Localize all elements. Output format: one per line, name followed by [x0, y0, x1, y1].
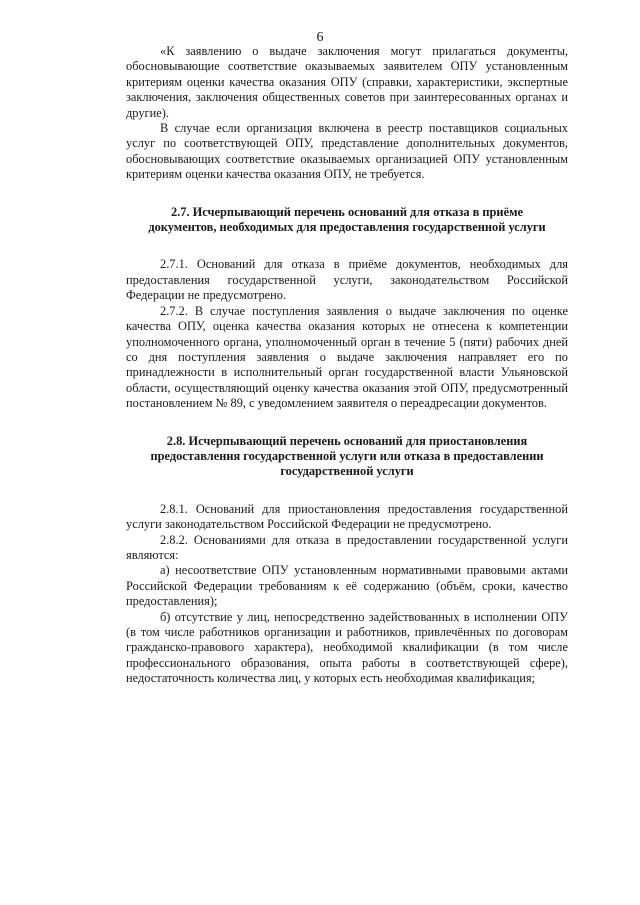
- page-content: [126, 44, 568, 687]
- paragraph-2-8-1: 2.8.1. Оснований для приостановления предоставления государственной услуги законодательством Российской Федерации не предусмотрено.: [126, 501, 568, 532]
- page-number: 6: [316, 30, 324, 45]
- section-heading-2-7: 2.7. Исчерпывающий перечень оснований для отказа в приёме документов, необходимых для предоставления государственной услуги: [148, 204, 546, 235]
- section-heading-2-8: 2.8. Исчерпывающий перечень оснований для приостановления предоставления государственной услуги или отказа в предоставлении государственной услуги: [150, 433, 544, 479]
- paragraph-registry-exemption: В случае если организация включена в реестр поставщиков социальных услуг по соответствующей ОПУ, представление дополнительных документов, обосновывающих соответствие оказываемых организацией ОПУ установленным критериям оценки качества оказания ОПУ, не требуется.: [126, 121, 568, 182]
- paragraph-2-7-1: 2.7.1. Оснований для отказа в приёме документов, необходимых для предоставления государственной услуги, законодательством Российской Федерации не предусмотрено.: [126, 257, 568, 303]
- paragraph-2-7-2: 2.7.2. В случае поступления заявления о выдаче заключения по оценке качества ОПУ, оценка качества оказания которых не отнесена к компетенции уполномоченного органа, уполномоченный орган в течение 5 (пяти) рабочих дней со дня поступления заявления о выдаче заключения направляет его по принадлежности в исполнительный орган государственной власти Ульяновской области, осуществляющий оценку качества оказания этой ОПУ, предусмотренный постановлением № 89, с уведомлением заявителя о переадресации документов.: [126, 303, 568, 411]
- list-item-b: б) отсутствие у лиц, непосредственно задействованных в исполнении ОПУ (в том числе работников организации и работников, привлечённых по договорам гражданско-правового характера), необходимой квалификации (в том числе профессионального образования, опыта работы в соответствующей сфере), недостаточность количества лиц, у которых есть необходимая квалификация;: [126, 609, 568, 686]
- list-item-a: а) несоответствие ОПУ установленным нормативными правовыми актами Российской Федерации требованиям к её содержанию (объём, сроки, качество предоставления);: [126, 563, 568, 609]
- paragraph-attachments: «К заявлению о выдаче заключения могут прилагаться документы, обосновывающие соответствие оказываемых заявителем ОПУ установленным критериям оценки качества оказания ОПУ (справки, характеристики, экспертные заключения, заключения общественных советов при заинтересованных органах и другие).: [126, 44, 568, 120]
- paragraph-2-8-2: 2.8.2. Основаниями для отказа в предоставлении государственной услуги являются:: [126, 532, 568, 562]
